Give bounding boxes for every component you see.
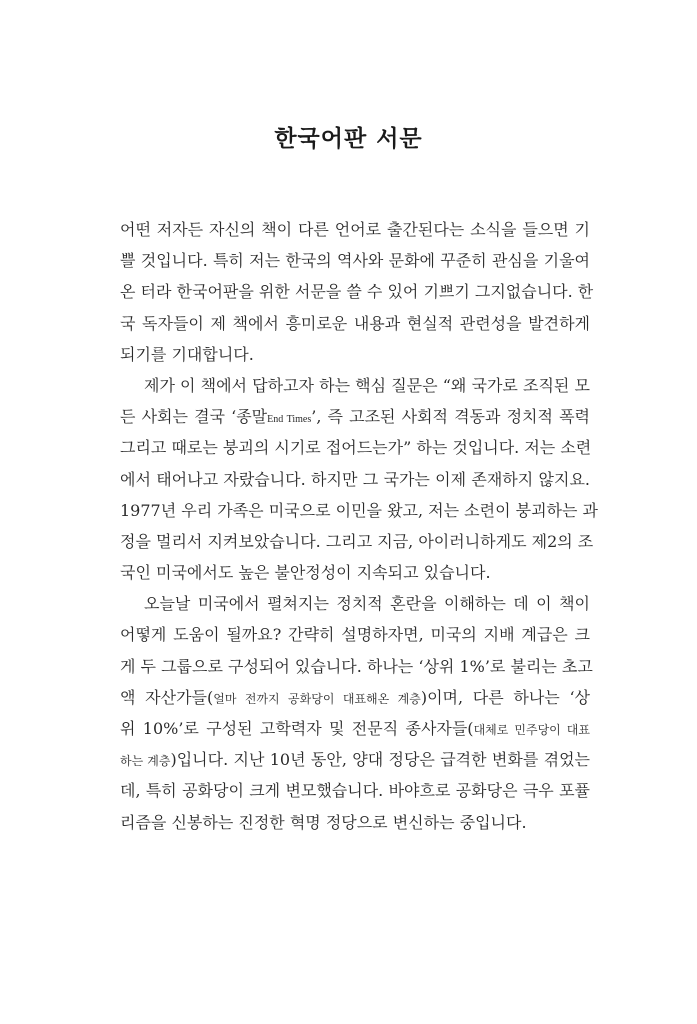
text-line	[120, 401, 590, 432]
text-line: 쁠 것입니다. 특히 저는 한국의 역사와 문화에 꾸준히 관심을 기울여	[120, 251, 590, 271]
text-line: 어떻게 도움이 될까요? 간략히 설명하자면, 미국의 지배 계급은 크	[120, 625, 590, 645]
parenthetical-note: 얼마 전까지 공화당이 대표해온 계층	[213, 691, 421, 706]
text-line: 게 두 그룹으로 구성되어 있습니다. 하나는 ‘상위 1%’로 불리는 초고	[120, 656, 593, 676]
english-gloss: End Times	[267, 414, 312, 426]
text-segment: 액 자산가들(	[120, 687, 214, 707]
text-segment: )이며, 다른 하나는 ‘상	[420, 687, 591, 707]
text-line: 국인 미국에서도 높은 불안정성이 지속되고 있습니다.	[120, 563, 491, 583]
parenthetical-note: 대체로 민주당이 대표	[473, 723, 590, 737]
text-segment: ’, 즉 고조된 사회적 격동과 정치적 폭력	[311, 407, 590, 427]
text-segment: )입니다. 지난 10년 동안, 양대 정당은 급격한 변화를 겪었는	[170, 750, 591, 770]
text-line: 리즘을 신봉하는 진정한 혁명 정당으로 변신하는 중입니다.	[120, 812, 527, 832]
text-line: 그리고 때로는 붕괴의 시기로 접어드는가” 하는 것입니다. 저는 소련	[120, 438, 592, 458]
parenthetical-note: 하는 계층	[120, 754, 171, 769]
text-line	[120, 713, 590, 744]
text-line: 온 터라 한국어판을 위한 서문을 쓸 수 있어 기쁘기 그지없습니다. 한	[120, 282, 594, 302]
text-line	[120, 744, 590, 775]
text-segment: 위 10%’로 구성된 고학력자 및 전문직 종사자들(	[120, 719, 474, 738]
text-line: 오늘날 미국에서 펼쳐지는 정치적 혼란을 이해하는 데 이 책이	[144, 594, 590, 614]
text-line	[120, 682, 590, 713]
text-line: 되기를 기대합니다.	[120, 344, 254, 364]
page-title: 한국어판 서문	[274, 125, 423, 152]
preface-body	[120, 214, 598, 838]
text-line: 정을 멀리서 지켜보았습니다. 그리고 지금, 아이러니하게도 제2의 조	[120, 531, 594, 551]
text-line: 어떤 저자든 자신의 책이 다른 언어로 출간된다는 소식을 들으면 기	[120, 220, 590, 239]
text-line: 데, 특히 공화당이 크게 변모했습니다. 바야흐로 공화당은 극우 포퓰	[120, 781, 590, 801]
text-line: 에서 태어나고 자랐습니다. 하지만 그 국가는 이제 존재하지 않지요.	[120, 469, 590, 489]
text-line: 국 독자들이 제 책에서 흥미로운 내용과 현실적 관련성을 발견하게	[120, 313, 590, 333]
text-segment: 든 사회는 결국 ‘종말	[120, 407, 268, 427]
text-line: 1977년 우리 가족은 미국으로 이민을 왔고, 저는 소련이 붕괴하는 과	[120, 500, 598, 520]
text-line: 제가 이 책에서 답하고자 하는 핵심 질문은 “왜 국가로 조직된 모	[144, 375, 590, 395]
